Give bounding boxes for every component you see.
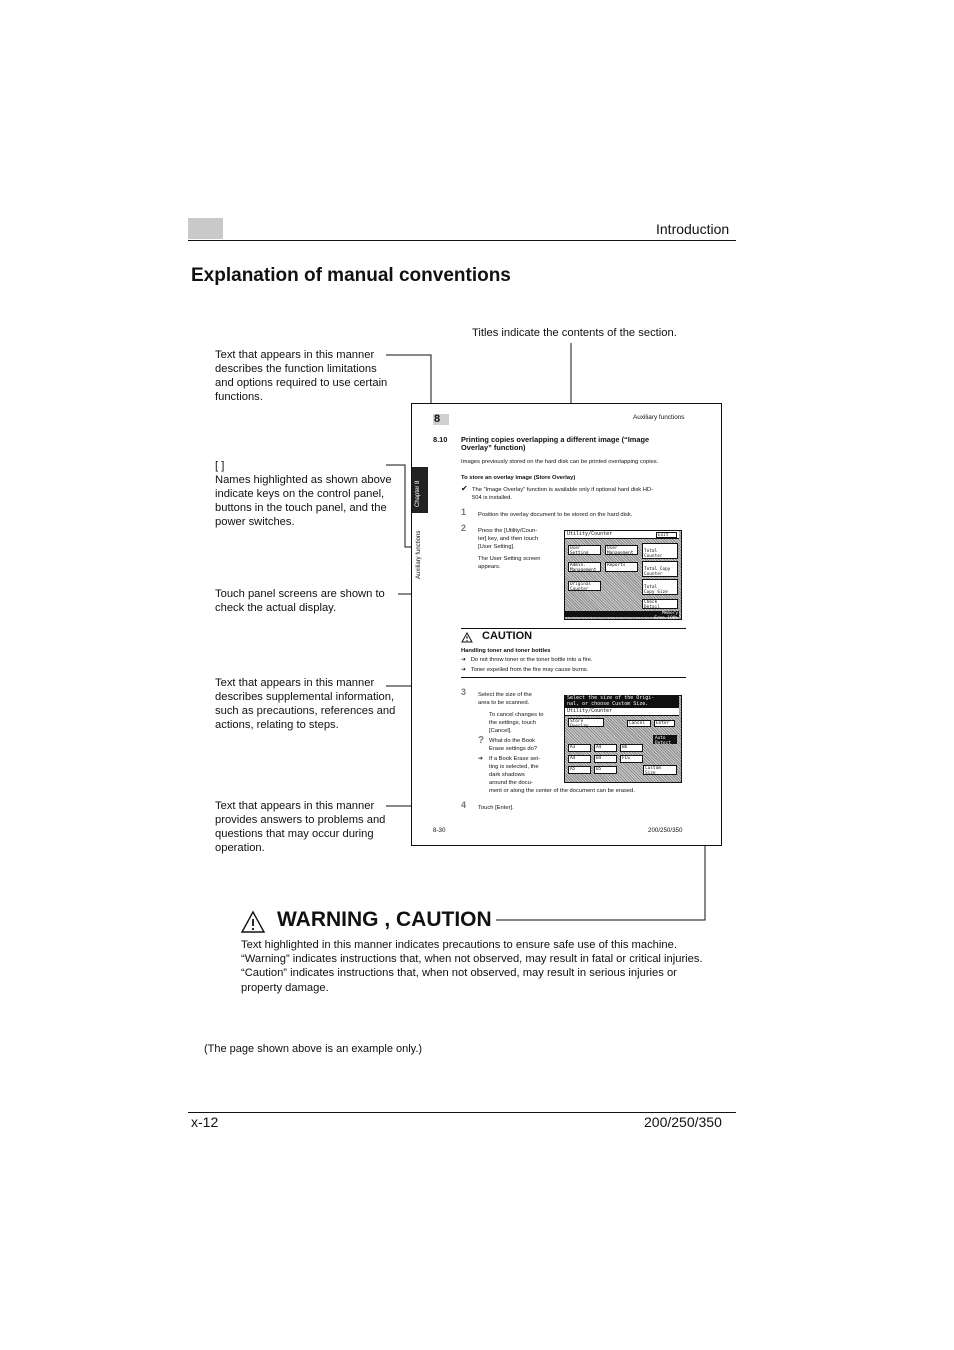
enter-button: Enter xyxy=(654,720,675,727)
sample-step2: Press the [Utility/Coun- ter] key, and then touch [User Setting]. The User Setting screen appears. xyxy=(478,528,541,570)
caution-list: ➔ Do not throw toner or the toner bottle into a fire. ➔ Toner expelled from the fire may cause burns. xyxy=(461,657,593,673)
sample-page xyxy=(411,403,722,846)
bracket-sample: [ ] xyxy=(215,460,225,472)
reports-button: Reports xyxy=(605,562,638,572)
size-button-b6: B6 xyxy=(620,744,643,752)
sample-intro: Images previously stored on the hard disk can be printed overlapping copies. xyxy=(461,459,659,465)
caution-heading: Handling toner and toner bottles xyxy=(461,648,551,654)
step-number: 4 xyxy=(461,800,467,810)
size-button-a4: A4 xyxy=(594,744,617,752)
limitations-annotation: Text that appears in this manner describes the function limitations and options required to use certain functions. xyxy=(215,349,388,403)
sample-step3: Select the size of the area to be scanned. xyxy=(478,692,532,706)
sample-footer-left: 8-30 xyxy=(433,827,446,834)
sample-step3-answer: If a Book Erase set- ting is selected, the dark shadows around the docu- xyxy=(489,756,540,786)
model-numbers: 200/250/350 xyxy=(644,1114,722,1130)
sample-chapter-number: 8 xyxy=(433,414,449,425)
supplemental-annotation: Text that appears in this manner describes supplemental information, such as precautions, references and actions, relating to steps. xyxy=(215,677,396,731)
page-number: x-12 xyxy=(191,1114,219,1130)
example-note: (The page shown above is an example only.) xyxy=(204,1043,423,1055)
sample-step3-tip: To cancel changes to the settings, touch [Cancel]. xyxy=(489,712,544,734)
touch-panel-annotation: Touch panel screens are shown to check the actual display. xyxy=(215,588,385,614)
touch-panel-screen xyxy=(564,695,682,783)
size-button-fls: FLS xyxy=(620,755,643,763)
step-number: 1 xyxy=(461,507,467,517)
exit-button: Exit xyxy=(656,532,677,538)
size-button-b4: B4 xyxy=(594,755,617,763)
caution-top-rule xyxy=(461,628,686,629)
warning-body: Text highlighted in this manner indicates precautions to ensure safe use of this machine. “Warning” indicates instructions that, when not observed, may result in fatal or critical injuries. “Caution” indicates instructions that, when not observed, may result in serious injuries or property damage. xyxy=(241,939,703,994)
screen-title-bar: Utility/Counter xyxy=(565,708,679,716)
page-title: Explanation of manual conventions xyxy=(191,265,511,286)
total-copy-size-counter: Total Copy Size xyxy=(642,579,678,595)
sample-footer-right: 200/250/350 xyxy=(648,827,683,834)
total-counter: Total Counter xyxy=(642,543,678,559)
touch-panel-screen xyxy=(564,530,682,620)
sample-header-right: Auxiliary functions xyxy=(633,414,685,421)
sample-step4: Touch [Enter]. xyxy=(478,805,514,811)
footer-rule xyxy=(188,1112,736,1113)
auto-detect-button: Auto Detect xyxy=(653,735,677,744)
section-title: Introduction xyxy=(656,221,730,237)
user-setting-button: User Setting xyxy=(568,545,601,555)
answers-annotation: Text that appears in this manner provides answers to problems and questions that may occur during operation. xyxy=(215,800,386,854)
total-copy-counter: Total Copy Counter xyxy=(642,561,678,577)
check-detail-button: Check Detail xyxy=(642,599,678,609)
admin-management-button: Admin. Management xyxy=(568,562,601,572)
sample-chapter-tab: Chapter 8 xyxy=(412,467,428,513)
check-icon: ✔ xyxy=(461,484,468,493)
sample-step3-question: What do the Book Erase settings do? xyxy=(489,738,538,752)
original-counter-button: Original Counter xyxy=(568,581,601,591)
sample-note: The “Image Overlay” function is available only if optional hard disk HD- 504 is installed. xyxy=(472,487,654,501)
keys-annotation: [ ] Names highlighted as shown above indicate keys on the control panel, buttons in the touch panel, and the power switches. xyxy=(215,460,392,528)
warning-icon xyxy=(240,910,266,934)
arrow-icon: ➔ xyxy=(461,667,466,673)
size-button-a4: A4 xyxy=(568,755,591,763)
sample-section-title: Printing copies overlapping a different image (“Image Overlay” function) xyxy=(461,435,650,452)
sample-step1: Position the overlay document to be stored on the hard disk. xyxy=(478,512,633,518)
sample-step3-answer-end: ment or along the center of the document can be erased. xyxy=(489,788,635,794)
user-management-button: User Management xyxy=(605,545,638,555)
sample-side-label: Auxiliary functions xyxy=(416,530,422,579)
size-button-a3: A3 xyxy=(568,744,591,752)
sample-section-number: 8.10 xyxy=(433,435,448,444)
cancel-button: Cancel xyxy=(627,720,651,727)
custom-size-button: Custom Size xyxy=(643,765,677,775)
step-number: 3 xyxy=(461,687,467,697)
arrow-icon: ➔ xyxy=(478,756,484,762)
size-button-b5: B5 xyxy=(594,766,617,774)
caution-bottom-rule xyxy=(461,677,686,678)
store-overlay-button: Store Overlay xyxy=(568,718,604,727)
memory-indicator: Memory Free 100% xyxy=(565,611,679,617)
titles-annotation: Titles indicate the contents of the section. xyxy=(472,327,677,339)
caution-label: CAUTION xyxy=(482,630,533,642)
screen-message: Select the size of the Origi- nal, or choose Custom Size. xyxy=(565,696,679,708)
step-number: 2 xyxy=(461,523,467,533)
arrow-icon: ➔ xyxy=(461,657,466,663)
size-button-a5: A5 xyxy=(568,766,591,774)
question-icon: ? xyxy=(478,735,485,746)
sample-procedure-title: To store an overlay image (Store Overlay) xyxy=(461,475,576,481)
caution-icon xyxy=(461,632,473,643)
warning-title: WARNING , CAUTION xyxy=(277,908,492,931)
screen-title-bar: Utility/Counter xyxy=(565,531,679,539)
